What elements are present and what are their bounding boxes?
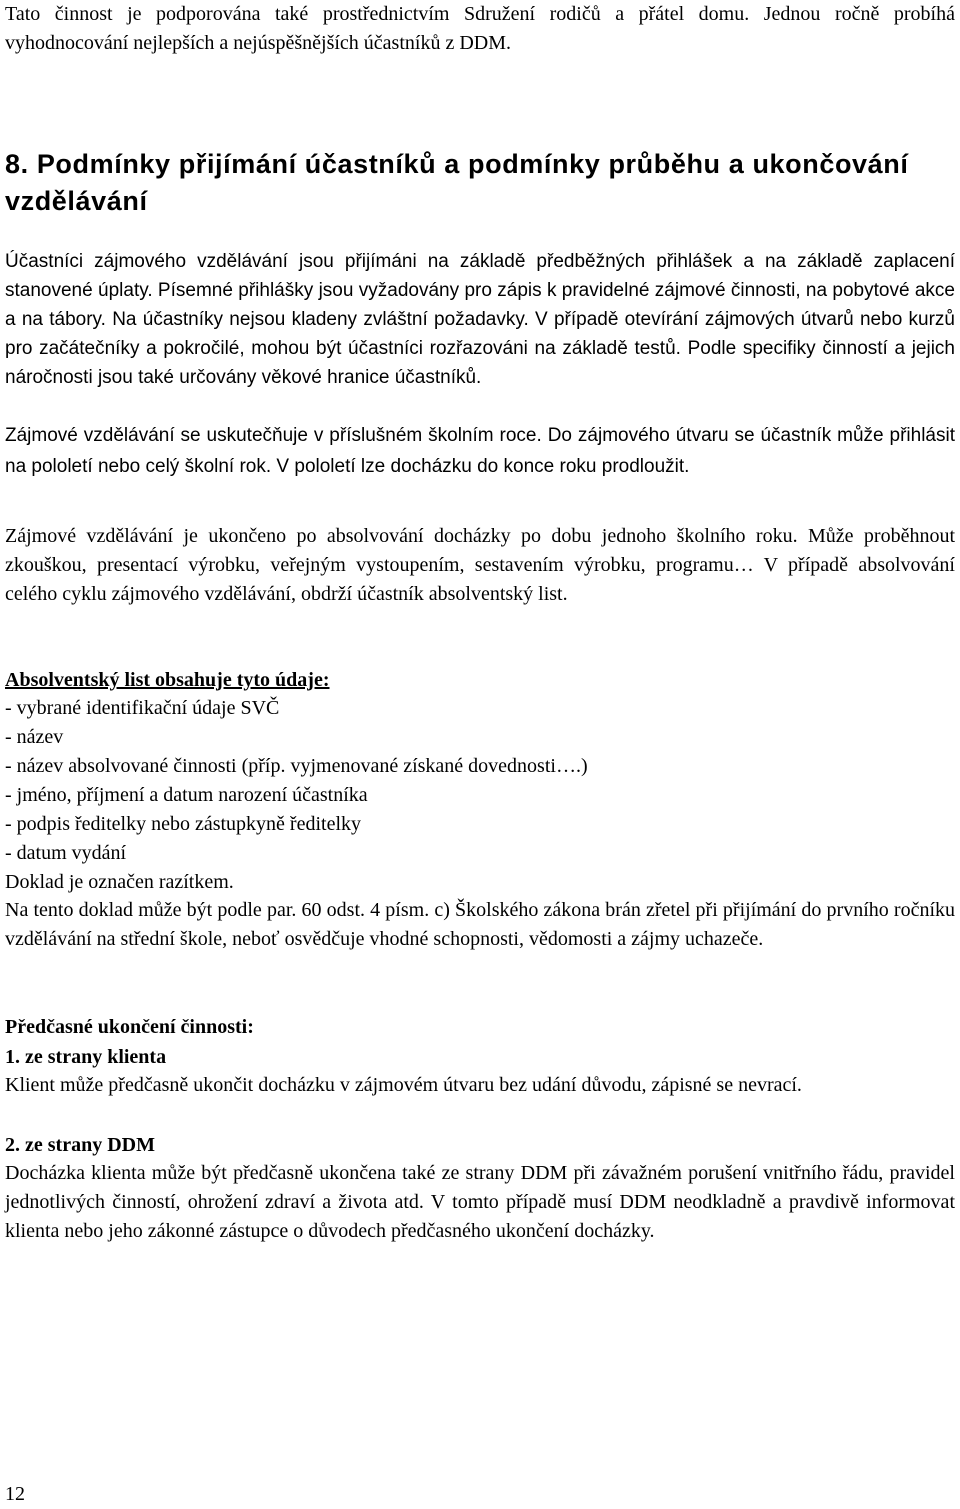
section-heading: 8. Podmínky přijímání účastníků a podmínky průběhu a ukončování vzdělávání	[5, 149, 909, 216]
list-item: - datum vydání	[5, 842, 127, 864]
ddm-subheading: 2. ze strany DDM	[5, 1134, 155, 1156]
client-paragraph: Klient může předčasně ukončit docházku v zájmovém útvaru bez udání důvodu, zápisné se nevrací.	[5, 1074, 802, 1096]
ddm-paragraph: Docházka klienta může být předčasně ukončena také ze strany DDM při závažném porušení vnitřního řádu, pravidel jednotlivých činností, ohrožení zdraví a života atd. V tomto případě musí DDM neodkladně a pravdivě informovat klienta nebo jeho zákonné zástupce o důvodech předčasného ukončení docházky.	[5, 1162, 955, 1242]
list-item: - název absolvované činnosti (příp. vyjmenované získané dovednosti….)	[5, 755, 588, 777]
list-item: - název	[5, 726, 64, 748]
school-year-paragraph: Zájmové vzdělávání se uskutečňuje v příslušném školním roce. Do zájmového útvaru se účastník může přihlásit na pololetí nebo celý školní rok. V pololetí lze docházku do konce roku prodloužit.	[5, 425, 955, 477]
law-note-paragraph: Na tento doklad může být podle par. 60 odst. 4 písm. c) Školského zákona brán zřetel při přijímání do prvního ročníku vzdělávání na střední škole, neboť osvědčuje vhodné schopnosti, vědomosti a zájmy uchazeče.	[5, 899, 955, 950]
stamp-note: Doklad je označen razítkem.	[5, 871, 234, 893]
list-item: - podpis ředitelky nebo zástupkyně ředitelky	[5, 813, 362, 835]
completion-paragraph: Zájmové vzdělávání je ukončeno po absolvování docházky po dobu jednoho školního roku. Může proběhnout zkouškou, presentací výrobku, veřejným vystoupením, sestavením výrobku, programu… V případě absolvování celého cyklu zájmového vzdělávání, obdrží účastník absolventský list.	[5, 525, 955, 605]
intro-paragraph: Tato činnost je podporována také prostřednictvím Sdružení rodičů a přátel domu. Jednou ročně probíhá vyhodnocování nejlepších a nejúspěšnějších účastníků z DDM.	[5, 3, 955, 54]
admission-paragraph: Účastníci zájmového vzdělávání jsou přijímáni na základě předběžných přihlášek a na základě zaplacení stanovené úplaty. Písemné přihlášky jsou vyžadovány pro zápis k pravidelné zájmové činnosti, na pobytové akce a na tábory. Na účastníky nejsou kladeny zvláštní požadavky. V případě otevírání zájmových útvarů nebo kurzů pro začátečníky a pokročilé, mohou být účastníci rozřazováni na základě testů. Podle specifiky činností a jejich náročnosti jsou také určovány věkové hranice účastníků.	[5, 251, 955, 388]
certificate-list	[5, 694, 955, 897]
list-item: - jméno, příjmení a datum narození účastníka	[5, 784, 368, 806]
certificate-heading: Absolventský list obsahuje tyto údaje:	[5, 669, 330, 691]
client-subheading: 1. ze strany klienta	[5, 1046, 167, 1068]
list-item: - vybrané identifikační údaje SVČ	[5, 697, 280, 719]
early-termination-heading: Předčasné ukončení činnosti:	[5, 1016, 254, 1038]
page-number: 12	[5, 1483, 25, 1505]
